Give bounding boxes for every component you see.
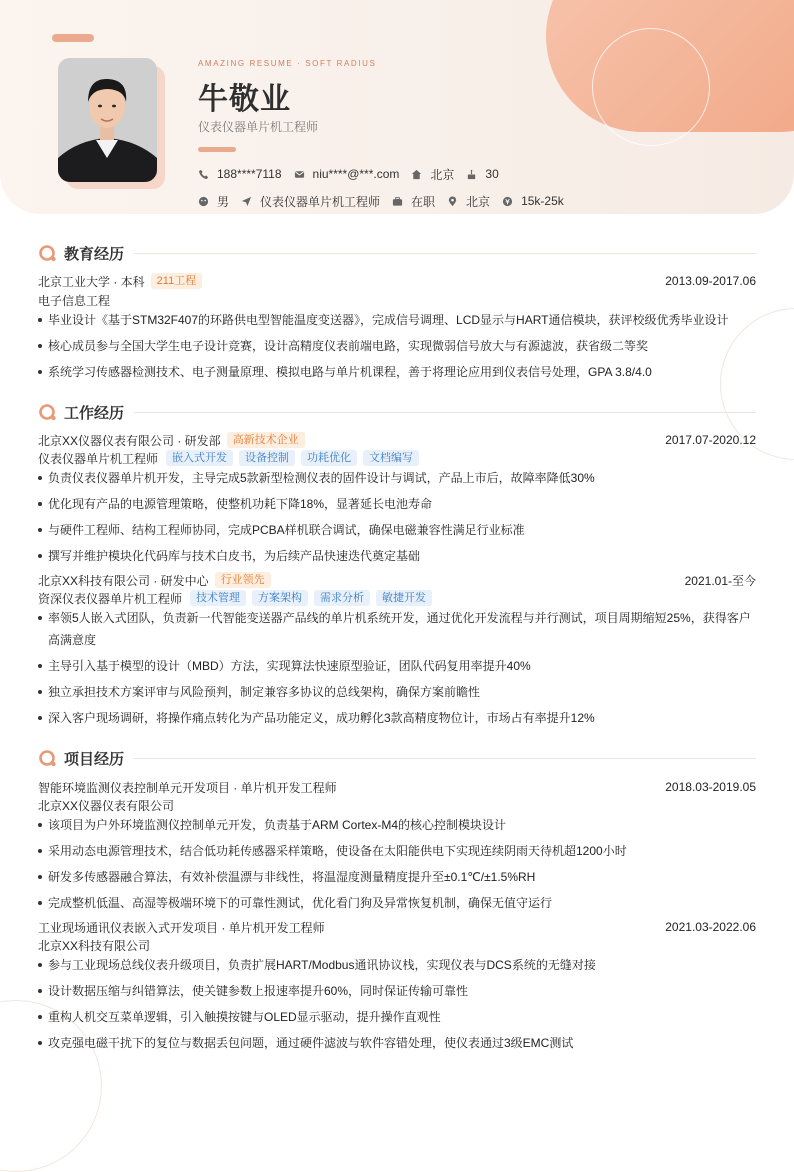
project-date: 2021.03-2022.06 [665, 920, 756, 934]
work-header [38, 571, 756, 589]
briefcase-icon [392, 196, 403, 207]
gender-text: 男 [217, 194, 230, 209]
mail-icon [294, 169, 305, 180]
project-header [38, 778, 756, 796]
work-company: 北京XX仪器仪表有限公司 · 研发部 [38, 433, 221, 448]
cake-icon [466, 169, 477, 180]
city-text: 北京 [430, 167, 455, 182]
eyebrow-text: AMAZING RESUME · SOFT RADIUS [198, 59, 377, 68]
phone-text: 188****7118 [217, 167, 282, 181]
work-bullet: 独立承担技术方案评审与风险预判，制定兼容多协议的总线架构，确保方案前瞻性 [38, 679, 756, 705]
work-bullet: 主导引入基于模型的设计（MBD）方法，实现算法快速原型验证，团队代码复用率提升40% [38, 653, 756, 679]
work-bullet-continuation [38, 627, 756, 653]
work-bullet: 优化现有产品的电源管理策略，使整机功耗下降18%，显著延长电池寿命 [38, 491, 756, 517]
status-text: 在职 [411, 194, 436, 209]
gender-icon [198, 196, 209, 207]
contact-row [198, 166, 511, 182]
project-bullet: 研发多传感器融合算法，有效补偿温漂与非线性，将温湿度测量精度提升至±0.1℃/±1.5%RH [38, 864, 756, 890]
section-education-title: 教育经历 [64, 245, 125, 263]
work-bullet: 与硬件工程师、结构工程师协同，完成PCBA样机联合调试，确保电磁兼容性满足行业标准 [38, 517, 756, 543]
profile-status [392, 193, 435, 210]
project-company: 北京XX科技有限公司 [38, 938, 151, 953]
section-divider [134, 758, 756, 759]
project-company: 北京XX仪器仪表有限公司 [38, 798, 175, 813]
target-city-text: 北京 [466, 194, 491, 209]
candidate-title: 仪表仪器单片机工程师 [198, 120, 319, 134]
section-project-heading [38, 747, 124, 769]
education-header [38, 272, 756, 290]
work-header [38, 431, 756, 449]
location-icon [447, 196, 458, 207]
project-bullet: 完成整机低温、高湿等极端环境下的可靠性测试，优化看门狗及异常恢复机制，确保无值守运行 [38, 890, 756, 916]
section-education-heading [38, 242, 124, 264]
avatar-photo [58, 58, 157, 182]
education-tag: 211工程 [151, 273, 203, 289]
work-bullet: 负责仪表仪器单片机开发，主导完成5款新型检测仪表的固件设计与调试，产品上市后，故障率降低30% [38, 465, 756, 491]
profile-target-city [447, 193, 490, 210]
work-tag: 高新技术企业 [227, 432, 305, 448]
work-date: 2021.01-至今 [684, 573, 756, 588]
project-bullet: 参与工业现场总线仪表升级项目，负责扩展HART/Modbus通讯协议栈，实现仪表与DCS系统的无缝对接 [38, 952, 756, 978]
email-text: niu****@***.com [312, 167, 400, 181]
age-text: 30 [485, 167, 499, 181]
skill-tag: 敏捷开发 [376, 590, 432, 606]
work-role: 仪表仪器单片机工程师 [38, 451, 159, 466]
section-search-icon [38, 402, 58, 422]
skill-tag: 设备控制 [239, 450, 295, 466]
education-major: 电子信息工程 [38, 293, 111, 308]
contact-phone [198, 167, 282, 181]
project-bullet: 攻克强电磁干扰下的复位与数据丢包问题，通过硬件滤波与软件容错处理，使仪表通过3级EMC测试 [38, 1030, 756, 1056]
skill-tag: 方案架构 [252, 590, 308, 606]
section-divider [134, 412, 756, 413]
section-search-icon [38, 243, 58, 263]
work-date: 2017.07-2020.12 [665, 433, 756, 447]
skill-tag: 功耗优化 [301, 450, 357, 466]
skill-tag: 文档编写 [363, 450, 419, 466]
work-role: 资深仪表仪器单片机工程师 [38, 591, 183, 606]
profile-gender [198, 193, 229, 210]
education-bullet: 毕业设计《基于STM32F407的环路供电型智能温度变送器》，完成信号调理、LCD显示与HART通信模块，获评校级优秀毕业设计 [38, 307, 756, 333]
phone-icon [198, 169, 209, 180]
education-school: 北京工业大学 · 本科 [38, 274, 145, 289]
candidate-name: 牛敬业 [198, 83, 291, 116]
send-icon [241, 196, 252, 207]
section-divider [134, 253, 756, 254]
avatar-illustration [58, 58, 157, 182]
skill-tag: 需求分析 [314, 590, 370, 606]
project-bullet: 设计数据压缩与纠错算法，使关键参数上报速率提升60%，同时保证传输可靠性 [38, 978, 756, 1004]
profile-salary [502, 194, 564, 208]
skill-tag: 技术管理 [190, 590, 246, 606]
accent-bar [198, 147, 236, 152]
education-date: 2013.09-2017.06 [665, 274, 756, 288]
profile-target-job [241, 193, 380, 210]
section-work-title: 工作经历 [64, 404, 125, 422]
work-bullet: 率领5人嵌入式团队，负责新一代智能变送器产品线的单片机系统开发，通过优化开发流程与并行测试，项目周期缩短25%，获得客户 [38, 605, 756, 631]
decorative-pill [52, 34, 94, 42]
work-bullet: 撰写并维护模块化代码库与技术白皮书，为后续产品快速迭代奠定基础 [38, 543, 756, 569]
project-header [38, 918, 756, 936]
profile-row [198, 193, 576, 209]
target-job-text: 仪表仪器单片机工程师 [260, 194, 381, 209]
work-bullet-continuation-text: 高满意度 [48, 633, 97, 647]
contact-email [294, 167, 400, 181]
contact-age [466, 167, 498, 181]
home-icon [411, 169, 422, 180]
project-bullet: 采用动态电源管理技术，结合低功耗传感器采样策略，使设备在太阳能供电下实现连续阴雨天待机超1200小时 [38, 838, 756, 864]
decorative-ring [592, 28, 710, 146]
contact-city [411, 166, 454, 183]
project-bullet: 重构人机交互菜单逻辑，引入触摸按键与OLED显示驱动，提升操作直观性 [38, 1004, 756, 1030]
work-tag: 行业领先 [215, 572, 271, 588]
project-title: 智能环境监测仪表控制单元开发项目 · 单片机开发工程师 [38, 780, 337, 795]
work-company: 北京XX科技有限公司 · 研发中心 [38, 573, 209, 588]
education-bullet: 核心成员参与全国大学生电子设计竞赛，设计高精度仪表前端电路，实现微弱信号放大与有源滤波，获省级二等奖 [38, 333, 756, 359]
work-bullet: 深入客户现场调研，将操作痛点转化为产品功能定义，成功孵化3款高精度物位计，市场占有率提升12% [38, 705, 756, 731]
skill-tag: 嵌入式开发 [166, 450, 233, 466]
project-date: 2018.03-2019.05 [665, 780, 756, 794]
project-title: 工业现场通讯仪表嵌入式开发项目 · 单片机开发工程师 [38, 920, 325, 935]
salary-text: 15k-25k [521, 194, 564, 208]
section-search-icon [38, 748, 58, 768]
project-bullet: 该项目为户外环境监测仪控制单元开发，负责基于ARM Cortex-M4的核心控制模块设计 [38, 812, 756, 838]
section-work-heading [38, 401, 124, 423]
money-icon [502, 196, 513, 207]
section-project-title: 项目经历 [64, 750, 125, 768]
education-bullet: 系统学习传感器检测技术、电子测量原理、模拟电路与单片机课程，善于将理论应用到仪表信号处理，GPA 3.8/4.0 [38, 359, 756, 385]
